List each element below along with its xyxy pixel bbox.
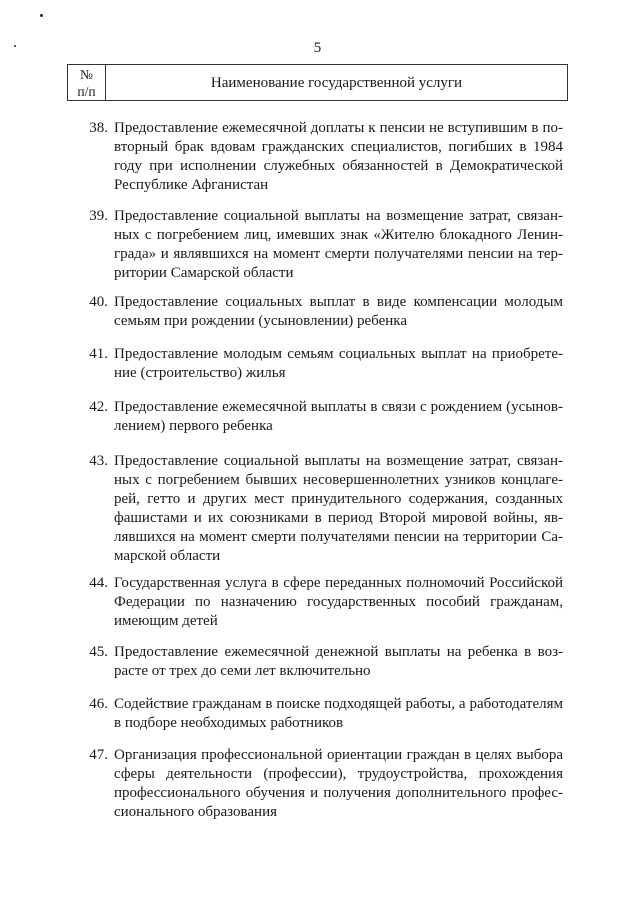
table-header	[67, 64, 568, 101]
item-text: Предоставление молодым семьям социальных выплат на приобретение (строительство) жилья	[114, 346, 563, 381]
page-number: 5	[313, 40, 322, 56]
item-text: Предоставление ежемесячной денежной выплаты на ребенка в возрасте от трех до семи лет включительно	[114, 644, 563, 679]
header-title-column: Наименование государственной услуги	[210, 75, 463, 91]
item-number: 44.	[89, 575, 108, 591]
item-number: 45.	[89, 644, 108, 660]
item-text: Предоставление социальной выплаты на возмещение затрат, связанных с погребением бывших несовершеннолетних узников концлагерей, гетто и других мест принудительного содержания, созданных фашистами и их союзниками в период Второй мировой войны, являвшихся на момент смерти получателями пенсии на территории Самарской области	[114, 453, 563, 564]
item-number: 43.	[89, 453, 108, 469]
item-text: Предоставление социальной выплаты на возмещение затрат, связанных с погребением лиц, имевших знак «Жителю блокадного Ленинграда» и являвшихся на момент смерти получателями пенсии на территории Самарской области	[114, 208, 563, 281]
item-number: 41.	[89, 346, 108, 362]
item-text: Предоставление ежемесячной выплаты в связи с рождением (усыновлением) первого ребенка	[114, 399, 563, 434]
scan-speck	[40, 14, 43, 17]
item-number: 42.	[89, 399, 108, 415]
item-number: 38.	[89, 120, 108, 136]
item-text: Организация профессиональной ориентации граждан в целях выбора сферы деятельности (профессии), трудоустройства, прохождения профессионального обучения и получения дополнительного профессионального образования	[114, 747, 563, 820]
header-number-symbol: №	[80, 67, 93, 82]
header-number-column	[68, 65, 106, 100]
item-text: Предоставление ежемесячной доплаты к пенсии не вступившим в повторный брак вдовам гражданских специалистов, погибших в 1984 году при исполнении служебных обязанностей в Демократической Республике Афганистан	[114, 120, 563, 193]
item-text: Содействие гражданам в поиске подходящей работы, а работодателям в подборе необходимых работников	[114, 696, 563, 731]
item-text: Предоставление социальных выплат в виде компенсации молодым семьям при рождении (усыновлении) ребенка	[114, 294, 563, 329]
item-number: 46.	[89, 696, 108, 712]
item-number: 47.	[89, 747, 108, 763]
item-number: 39.	[89, 208, 108, 224]
header-number-abbrev: п/п	[77, 84, 96, 99]
item-text: Государственная услуга в сфере переданных полномочий Российской Федерации по назначению государственных пособий гражданам, имеющим детей	[114, 575, 563, 629]
item-number: 40.	[89, 294, 108, 310]
